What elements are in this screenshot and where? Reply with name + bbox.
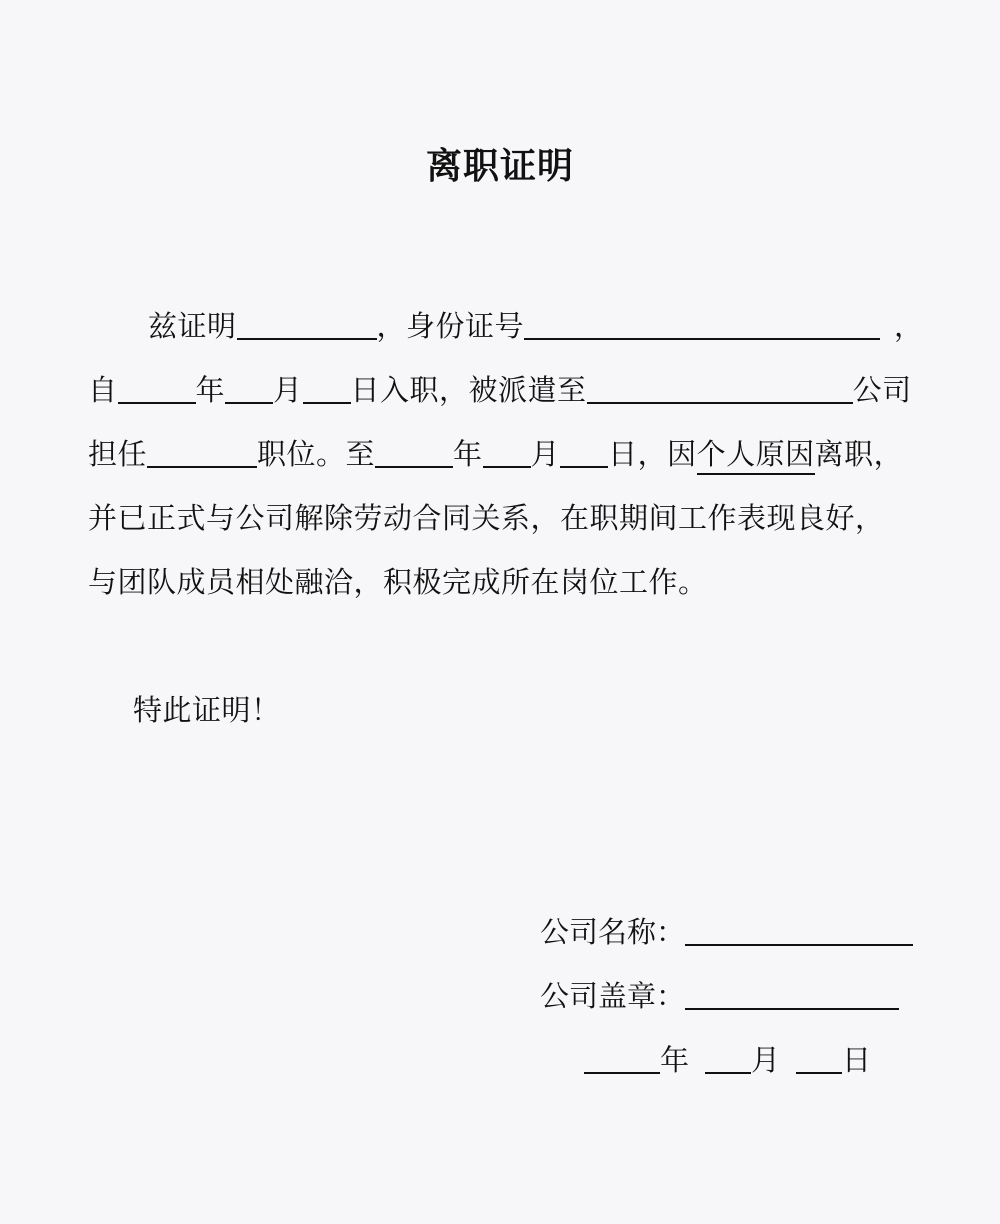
text-certify: 兹证明 [148,309,237,343]
closing-statement: 特此证明！ [133,693,281,727]
signature-date-row [584,1038,871,1082]
text-position-until: 职位。至 [257,437,376,471]
leave-day-blank [560,434,608,468]
entry-month-blank [225,370,273,404]
company-name-label: 公司名称： [540,915,686,949]
id-number-blank [524,306,880,340]
sign-day-blank [796,1040,842,1074]
text-day-because: 日，因 [608,437,697,471]
text-comma: ， [894,309,924,343]
text-resign: 离职， [814,437,904,471]
sign-day-label: 日 [842,1043,872,1077]
sign-month-label: 月 [751,1043,781,1077]
text-dispatched: 日入职，被派遣至 [350,373,587,407]
entry-year-blank [118,370,196,404]
company-seal-label: 公司盖章： [540,979,686,1013]
text-id-number: ，身份证号 [376,309,525,343]
text-month: 月 [530,437,561,471]
sign-year-blank [584,1040,660,1074]
leave-year-blank [375,434,453,468]
leave-month-blank [483,434,531,468]
leave-reason: 个人原因 [697,437,815,475]
body-line-5: 与团队成员相处融洽，积极完成所在岗位工作。 [88,565,708,599]
text-year: 年 [453,437,483,471]
text-company: 公司 [852,373,912,407]
body-line-2 [88,368,912,412]
position-blank [147,434,257,468]
company-blank [587,370,853,404]
body-line-1 [148,304,924,348]
text-from: 自 [88,373,118,407]
company-seal-blank [685,976,899,1010]
company-name-blank [685,912,913,946]
sign-year-label: 年 [660,1043,690,1077]
text-month: 月 [273,373,303,407]
text-hold: 担任 [88,437,148,471]
body-line-4: 并已正式与公司解除劳动合同关系，在职期间工作表现良好， [88,501,885,535]
document-title: 离职证明 [425,145,574,187]
company-name-row [540,910,913,954]
sign-month-blank [705,1040,751,1074]
text-year: 年 [195,373,226,407]
entry-day-blank [303,370,351,404]
company-seal-row [540,974,899,1018]
body-line-3 [88,432,903,476]
name-blank [237,306,377,340]
